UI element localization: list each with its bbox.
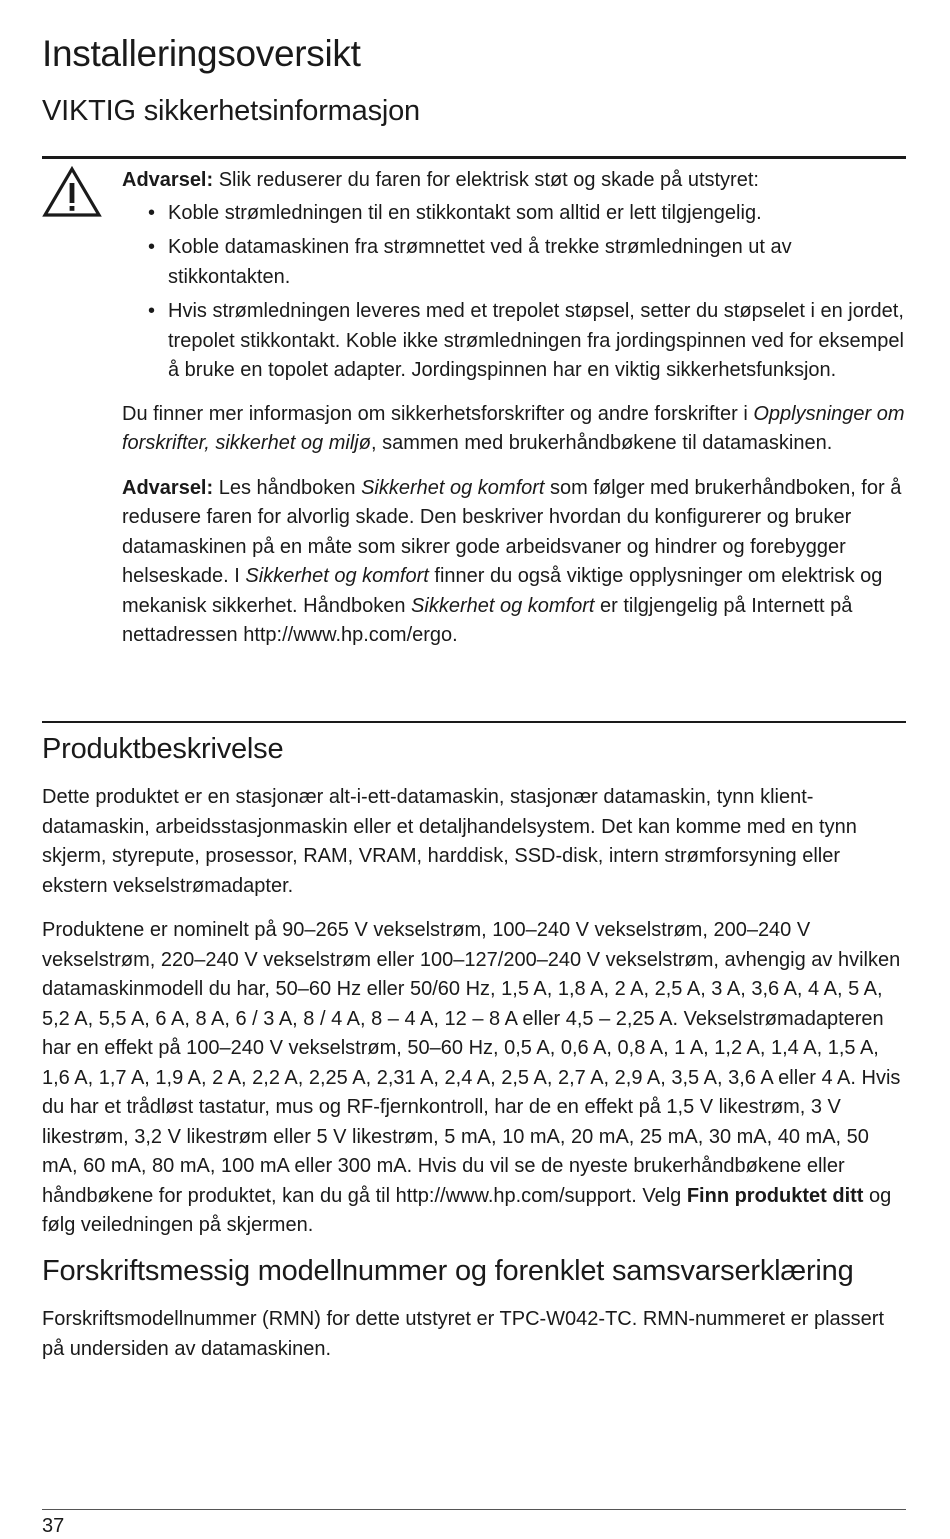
ratings-text-end: og følg veiledningen på skjermen. (42, 1184, 892, 1236)
divider-mid (42, 721, 906, 723)
guide-title: Sikkerhet og komfort (361, 476, 545, 499)
page-title: Installeringsoversikt (42, 33, 361, 74)
divider-top (42, 156, 906, 159)
safety-heading: VIKTIG sikkerhetsinformasjon (42, 95, 420, 127)
safety-block (122, 166, 907, 651)
list-item: • Hvis strømledningen leveres med et trepolet støpsel, setter du støpselet i en jordet, trepolet stikkontakt. Koble ikke strømledningen fra jordingspinnen ved for eksempel å bruke en topolet adapter. Jordingspinnen har en viktig sikkerhetsfunksjon. (168, 297, 907, 386)
info-text: Du finner mer informasjon om sikkerhetsforskrifter og andre forskrifter i (122, 402, 754, 425)
find-product-label: Finn produktet ditt (686, 1184, 864, 1207)
warning-triangle-icon (42, 166, 102, 218)
guide-title: Sikkerhet og komfort (245, 565, 429, 587)
page-number: 37 (42, 1515, 65, 1537)
warning-text: er tilgjengelig på Internett på nettadressen http://www.hp.com/ergo. (122, 594, 853, 646)
warning-comfort (122, 474, 907, 651)
warning-label: Advarsel: (122, 476, 214, 499)
info-text-end: , sammen med brukerhåndbøkene til datamaskinen. (370, 432, 833, 454)
list-item: • Koble datamaskinen fra strømnettet ved å trekke strømledningen ut av stikkontakten. (168, 233, 907, 292)
guide-title: Sikkerhet og komfort (411, 594, 595, 617)
warning-text: Slik reduserer du faren for elektrisk støt og skade på utstyret: (213, 169, 759, 191)
regulatory-heading: Forskriftsmessig modellnummer og forenklet samsvarserklæring (42, 1255, 854, 1287)
safety-list (122, 199, 907, 386)
product-ratings (42, 916, 906, 1241)
ratings-text: Produktene er nominelt på 90–265 V vekselstrøm, 100–240 V vekselstrøm, 200–240 V vekselstrøm, 220–240 V vekselstrøm eller 100–127/200–240 V vekselstrøm, avhengig av hvilken datamaskinmodell du har, 50–60 Hz eller 50/60 Hz, 1,5 A, 1,8 A, 2 A, 2,5 A, 3 A, 3,6 A, 4 A, 5 A, 5,2 A, 5,5 A, 6 A, 8 A, 6 / 3 A, 8 / 4 A, 8 – 4 A, 12 – 8 A eller 4,5 – 2,25 A. Vekselstrømadapteren har en effekt på 100–240 V vekselstrøm, 50–60 Hz, 0,5 A, 0,6 A, 0,8 A, 1 A, 1,2 A, 1,4 A, 1,5 A, 1,6 A, 1,7 A, 1,9 A, 2 A, 2,2 A, 2,25 A, 2,31 A, 2,4 A, 2,5 A, 2,7 A, 2,9 A, 3,5 A, 3,6 A eller 4 A. Hvis du har et trådløst tastatur, mus og RF-fjernkontroll, har de en effekt på 1,5 V likestrøm, 3 V likestrøm, 3,2 V likestrøm eller 5 V likestrøm, 5 mA, 10 mA, 20 mA, 25 mA, 30 mA, 40 mA, 50 mA, 60 mA, 80 mA, 100 mA eller 300 mA. Hvis du vil se de nyeste brukerhåndbøkene eller håndbøkene for produktet, kan du gå til http://www.hp.com/support. Velg (42, 919, 901, 1207)
product-heading: Produktbeskrivelse (42, 733, 284, 765)
warning-label: Advarsel: (122, 169, 214, 191)
info-document-title: Opplysninger om forskrifter, sikkerhet og miljø (122, 402, 905, 454)
footer-divider (42, 1509, 906, 1510)
regulatory-model-text: Forskriftsmodellnummer (RMN) for dette utstyret er TPC-W042-TC. RMN-nummeret er plassert på undersiden av datamaskinen. (42, 1308, 885, 1360)
warning-text: finner du også viktige opplysninger om elektrisk og mekanisk sikkerhet. Håndboken (122, 565, 883, 617)
list-item: • Koble strømledningen til en stikkontakt som alltid er lett tilgjengelig. (168, 199, 907, 229)
product-description: Dette produktet er en stasjonær alt-i-ett-datamaskin, stasjonær datamaskin, tynn klient-datamaskin, arbeidsstasjonmaskin eller et detaljhandelsystem. Det kan komme med en tynn skjerm, styrepute, prosessor, RAM, VRAM, harddisk, SSD-disk, intern strømforsyning eller ekstern vekselstrømadapter. (42, 786, 857, 897)
regulatory-info (122, 400, 907, 459)
warning-electric (122, 166, 907, 196)
warning-text: som følger med brukerhåndboken, for å redusere faren for alvorlig skade. Den beskriver hvordan du konfigurerer og bruker datamaskinen på en måte som sikrer gode arbeidsvaner og hindrer og forebygger helseskade. I (122, 476, 902, 587)
warning-text: Les håndboken (213, 476, 362, 499)
